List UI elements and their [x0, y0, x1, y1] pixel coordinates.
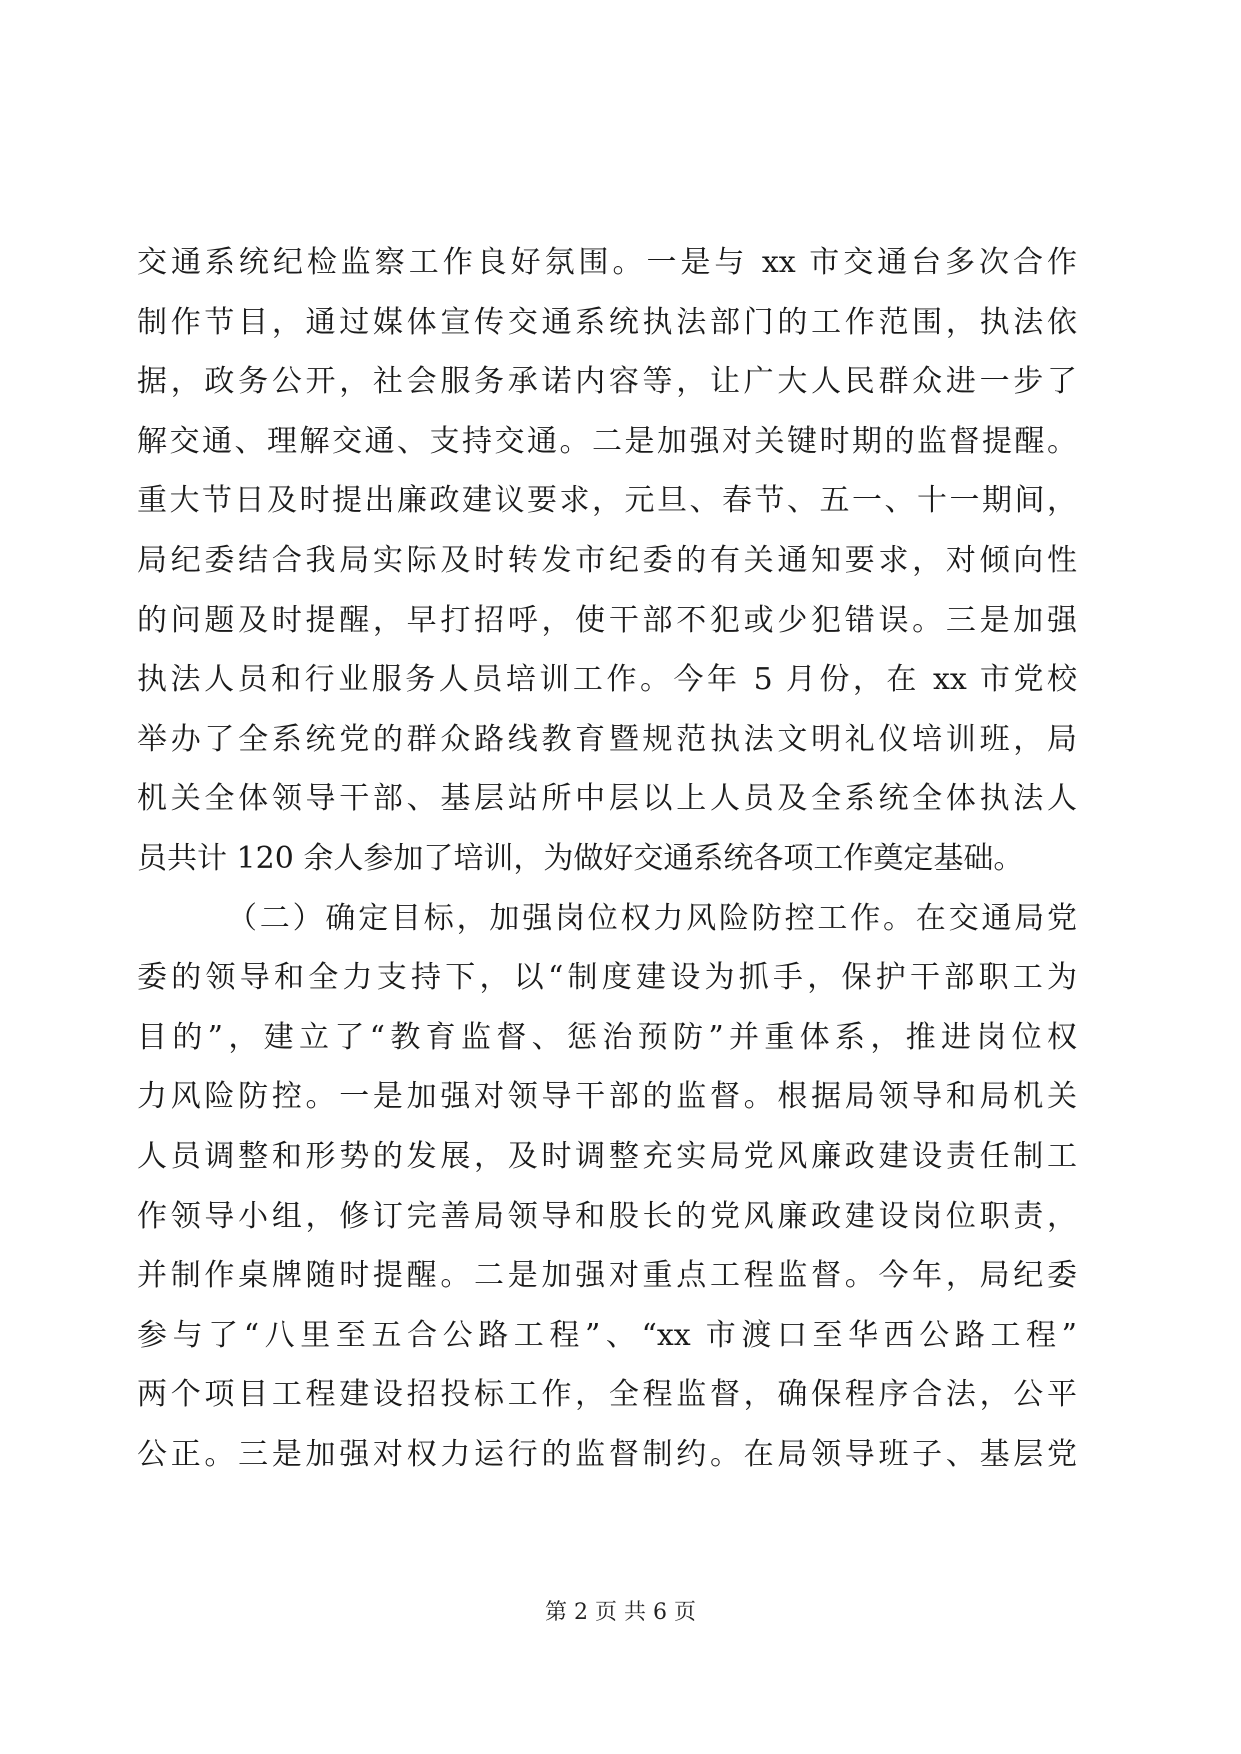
- text-line: 参与了“八里至五合公路工程”、“xx 市渡口至华西公路工程”: [137, 1317, 1077, 1353]
- text-line: 力风险防控。一是加强对领导干部的监督。根据局领导和局机关: [137, 1079, 1077, 1115]
- text-line: 作领导小组，修订完善局领导和股长的党风廉政建设岗位职责，: [137, 1198, 1077, 1234]
- text-line: 局纪委结合我局实际及时转发市纪委的有关通知要求，对倾向性: [137, 542, 1077, 578]
- text-line: 重大节日及时提出廉政建议要求，元旦、春节、五一、十一期间，: [137, 483, 1077, 519]
- text-line: 制作节目，通过媒体宣传交通系统执法部门的工作范围，执法依: [137, 304, 1077, 340]
- text-line: 员共计 120 余人参加了培训，为做好交通系统各项工作奠定基础。: [137, 840, 1024, 876]
- text-line: 目的”，建立了“教育监督、惩治预防”并重体系，推进岗位权: [137, 1019, 1077, 1055]
- text-line: 交通系统纪检监察工作良好氛围。一是与 xx 市交通台多次合作: [137, 245, 1077, 280]
- text-line: 委的领导和全力支持下，以“制度建设为抓手，保护干部职工为: [137, 960, 1077, 996]
- text-line: 公正。三是加强对权力运行的监督制约。在局领导班子、基层党: [137, 1436, 1077, 1472]
- text-line: 解交通、理解交通、支持交通。二是加强对关键时期的监督提醒。: [137, 423, 1077, 459]
- text-line: 两个项目工程建设招投标工作，全程监督，确保程序合法，公平: [137, 1377, 1077, 1413]
- document-body: [137, 233, 1077, 1484]
- text-line: 的问题及时提醒，早打招呼，使干部不犯或少犯错误。三是加强: [137, 602, 1077, 638]
- section-heading-line: （二）确定目标，加强岗位权力风险防控工作。在交通局党: [227, 900, 1077, 936]
- text-line: 人员调整和形势的发展，及时调整充实局党风廉政建设责任制工: [137, 1138, 1077, 1174]
- page-number-footer: 第 2 页 共 6 页: [545, 1600, 696, 1625]
- text-line: 举办了全系统党的群众路线教育暨规范执法文明礼仪培训班，局: [137, 721, 1077, 757]
- text-line: 执法人员和行业服务人员培训工作。今年 5 月份，在 xx 市党校: [137, 662, 1077, 698]
- text-line: 并制作桌牌随时提醒。二是加强对重点工程监督。今年，局纪委: [137, 1258, 1077, 1294]
- text-line: 机关全体领导干部、基层站所中层以上人员及全系统全体执法人: [137, 781, 1077, 817]
- text-line: 据，政务公开，社会服务承诺内容等，让广大人民群众进一步了: [137, 364, 1077, 400]
